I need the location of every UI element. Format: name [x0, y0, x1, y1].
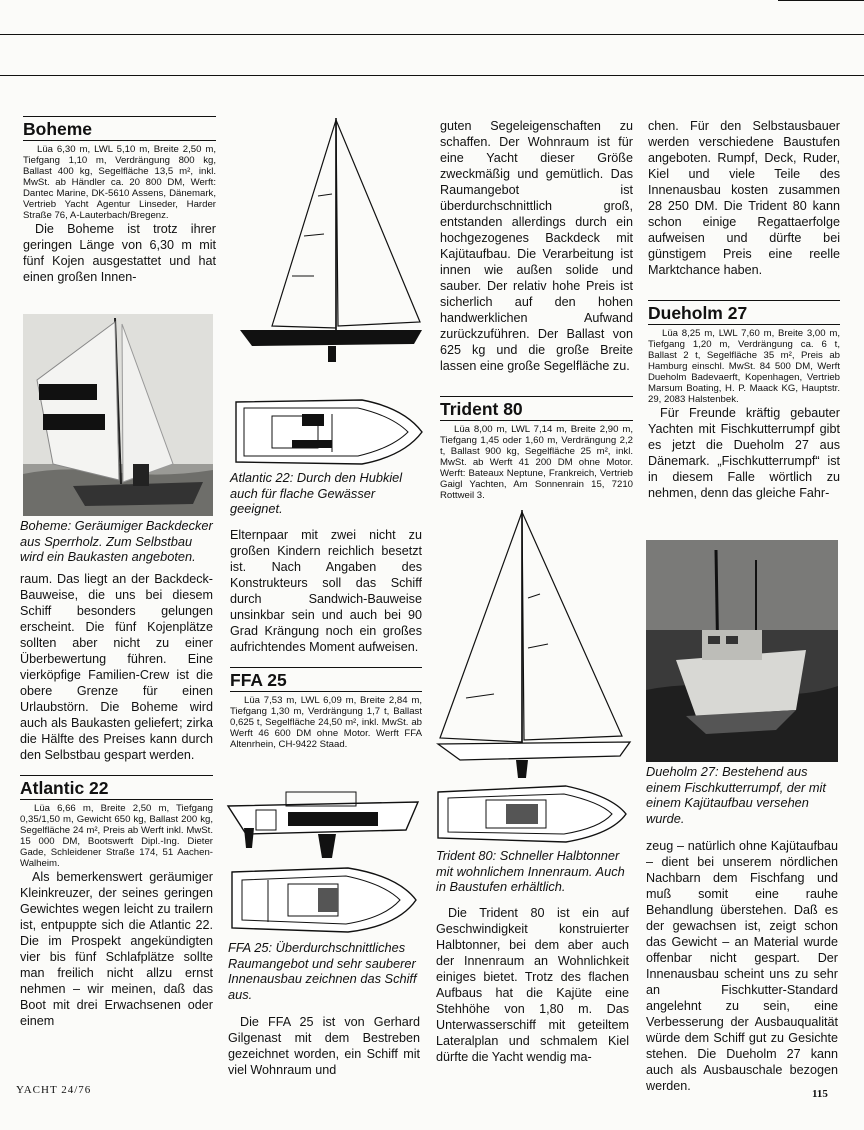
- column-3-upper: [440, 118, 633, 501]
- boheme-spec: Lüa 6,30 m, LWL 5,10 m, Breite 2,50 m, Tiefgang 1,10 m, Verdrängung 800 kg, Ballast 400 kg, Segelfläche 13,5 m², inkl. MwSt. ab Händler ca. 20 800 DM, Werft: Dantec Marine, DK-5610 Assens, Dänemark, Vertrieb Yacht Agentur Linseder, Harder Straße 76, A-Lauterbach/Bregenz.: [23, 144, 216, 221]
- dueholm-spec: Lüa 8,25 m, LWL 7,60 m, Breite 3,00 m, Tiefgang 1,20 m, Verdrängung ca. 6 t, Ballast 2 t, Segelfläche 35 m², Preis ab Hamburg einschl. MwSt. 84 500 DM, Werft Dueholm Badevaerft, Kopenhagen, Vertrieb Marsum Boating, H. P. Maack KG, Hauptstr. 29, 2083 Halstenbek.: [648, 328, 840, 405]
- column-3-lower: [436, 848, 629, 1065]
- column-2-lower: [228, 940, 420, 1078]
- atlantic-sail-plan-drawing: [232, 116, 428, 364]
- boheme-text-2: raum. Das liegt an der Backdeck-Bauweise, die uns bei diesem Schiff besonders gelungen erscheint. Die fünf Kojenplätze sollten aber nicht zu einer Überbewertung führen. Eine vierköpfige Familien-Crew ist die obere Grenze für einen Urlaubstörn. Die Boheme wird auch als Baukasten geliefert; zirka die Hälfte des Preises kann durch den Selbstbau gespart werden.: [20, 571, 213, 762]
- ffa-text-1: Die FFA 25 ist von Gerhard Gilgenast mit dem Bestreben gezeichnet worden, ein Schiff mit viel Wohnraum und: [228, 1015, 420, 1077]
- atlantic-text-2: Elternpaar mit zwei nicht zu großen Kindern reichlich besetzt ist. Nach Angaben des Konstrukteurs soll das Schiff durch Sandwich-Bauweise unsinkbar sein und auch bei 90 Grad Krängung noch ein großes aufrichtendes Moment aufweisen.: [230, 527, 422, 654]
- boheme-photo-image: [23, 314, 213, 516]
- dueholm-photo-image: [646, 540, 838, 762]
- trident-heading: Trident 80: [440, 396, 633, 421]
- ffa-spec: Lüa 7,53 m, LWL 6,09 m, Breite 2,84 m, Tiefgang 1,30 m, Verdrängung 1,7 t, Ballast 0,625 t, Segelfläche 24,50 m², inkl. MwSt. ab Werft 46 600 DM ohne Motor. Werft FFA Altenrhein, CH-9422 Staad.: [230, 694, 422, 750]
- trident-deck-plan-drawing: [436, 782, 628, 846]
- ffa-heading: FFA 25: [230, 667, 422, 692]
- trident-text-1: Die Trident 80 ist ein auf Geschwindigkeit konstruierter Halbtonner, bei dem aber auch der Innenraum an Wohnlichkeit einiges bietet. Trotz des flachen Aufbaus hat die Kajüte eine Stehhöhe von 1,80 m. Das Unterwasserschiff mit geteiltem Lateralplan und schmalem Kiel dürfte die Yacht wendig ma-: [436, 905, 629, 1064]
- boheme-photo: [23, 314, 213, 516]
- trident-deck-plan: [436, 782, 628, 846]
- footer-page-number: 115: [812, 1088, 828, 1100]
- atlantic-heading: Atlantic 22: [20, 775, 213, 800]
- ffa-text-2: guten Segeleigenschaften zu schaffen. Der Wohnraum ist für eine Yacht dieser Größe zweckmäßig und gemütlich. Das Raumangebot ist überdurchschnittlich groß, entstanden allerdings durch ein hochgezogenes Backdeck mit Kajütaufbau. Die Verarbeitung ist innen wie außen solide und sauber. Der relativ hohe Preis ist sicherlich auf den hohen handwerklichen Aufwand zurückzuführen. Der Ballast von 625 kg und die große Breite lassen eine große Segelfläche zu.: [440, 119, 633, 373]
- dueholm-text-2: zeug – natürlich ohne Kajütaufbau – dient bei unserem nördlichen Nachbarn dem Fischfang und muß somit eine rauhe Behandlung überstehen. Daß es der gewachsen ist, zeigt schon das Gewicht – an Material wurde offenbar nicht gespart. Der Innenausbau scheint uns zu sehr an Fischkutter-Standard angelehnt zu sein, eine Verbesserung der Ausbauqualität würde dem Schiff gut zu Gesichte stehen. Die Dueholm 27 kann auch als Ausbauschale bezogen werden.: [646, 839, 838, 1093]
- boheme-caption: Boheme: Geräumiger Backdecker aus Sperrholz. Zum Selbstbau wird ein Baukasten angeboten.: [20, 518, 213, 564]
- trident-spec: Lüa 8,00 m, LWL 7,14 m, Breite 2,90 m, Tiefgang 1,45 oder 1,60 m, Verdrängung 2,2 t, Ballast 900 kg, Segelfläche 25 m², inkl. MwSt. ab Werft 41 200 DM ohne Motor. Werft: Bateaux Neptune, Frankreich, Vertrieb Gaigl Yachten, Am Sonnenrain 15, 7210 Rottweil 3.: [440, 424, 633, 501]
- ffa-caption: FFA 25: Überdurchschnittliches Raumangebot und sehr sauberer Innenausbau zeichnen das Schiff aus.: [228, 940, 417, 1002]
- ffa-deck-plan: [228, 864, 418, 936]
- column-2-upper: [230, 470, 422, 750]
- boheme-text-1: Die Boheme ist trotz ihrer geringen Länge von 6,30 m mit fünf Kojen ausgestattet und hat einen großen Innen-: [23, 222, 216, 284]
- dueholm-text-1: Für Freunde kräftig gebauter Yachten mit Fischkutterrumpf gibt es jetzt die Dueholm 27 aus Dänemark. „Fischkutterrumpf“ ist in diesem Falle wörtlich zu nehmen, denn das gleiche Fahr-: [648, 406, 840, 500]
- trident-sail-plan: [436, 508, 632, 780]
- dueholm-photo: [646, 540, 838, 762]
- atlantic-deck-plan-drawing: [232, 394, 424, 470]
- corner-mark: [778, 0, 864, 1]
- ffa-profile: [226, 788, 422, 860]
- header-rule-top: [0, 34, 864, 35]
- column-1: [23, 116, 216, 285]
- ffa-deck-plan-drawing: [228, 864, 418, 936]
- atlantic-sail-plan: [232, 116, 428, 364]
- atlantic-deck-plan: [232, 394, 424, 470]
- column-1-lower: [20, 518, 213, 1029]
- footer-magazine: YACHT 24/76: [16, 1084, 92, 1096]
- atlantic-text-1: Als bemerkenswert geräumiger Kleinkreuzer, der seines geringen Gewichtes wegen leicht zu trailern ist, entpuppte sich die Atlantic 22. Die im Prospekt angekündigten vier bis fünf Schlafplätze sollte man freilich nicht allzu ernst nehmen – wir meinen, daß das Boot mit drei Erwachsenen oder einem: [20, 869, 213, 1028]
- column-4-upper: [648, 118, 840, 501]
- boheme-heading: Boheme: [23, 116, 216, 141]
- dueholm-caption: Dueholm 27: Bestehend aus einem Fischkutterrumpf, der mit einem Kajütaufbau versehen wurde.: [646, 764, 826, 826]
- dueholm-heading: Dueholm 27: [648, 300, 840, 325]
- header-rule-bottom: [0, 75, 864, 76]
- trident-caption: Trident 80: Schneller Halbtonner mit wohnlichem Innenraum. Auch in Baustufen erhältlich.: [436, 848, 625, 894]
- trident-text-2: chen. Für den Selbstausbauer werden verschiedene Baustufen angeboten. Rumpf, Deck, Ruder, Kiel und viele Teile des Innenausbau kosten zusammen 28 250 DM. Die Trident 80 kann schon einige Regattaerfolge aufweisen und dürfte bei günstigem Preis eine reelle Marktchance haben.: [648, 119, 840, 277]
- atlantic-spec: Lüa 6,66 m, Breite 2,50 m, Tiefgang 0,35/1,50 m, Gewicht 650 kg, Ballast 200 kg, Segelfläche 24 m², Preis ab Werft inkl. MwSt. 15 000 DM, Bootswerft Dipl.-Ing. Dieter Gade, Schleidener Straße 174, 51 Aachen-Walheim.: [20, 802, 213, 869]
- atlantic-caption: Atlantic 22: Durch den Hubkiel auch für flache Gewässer geeignet.: [230, 470, 403, 516]
- trident-sail-plan-drawing: [436, 508, 632, 780]
- ffa-profile-drawing: [226, 788, 422, 860]
- column-4-lower: [646, 764, 838, 1094]
